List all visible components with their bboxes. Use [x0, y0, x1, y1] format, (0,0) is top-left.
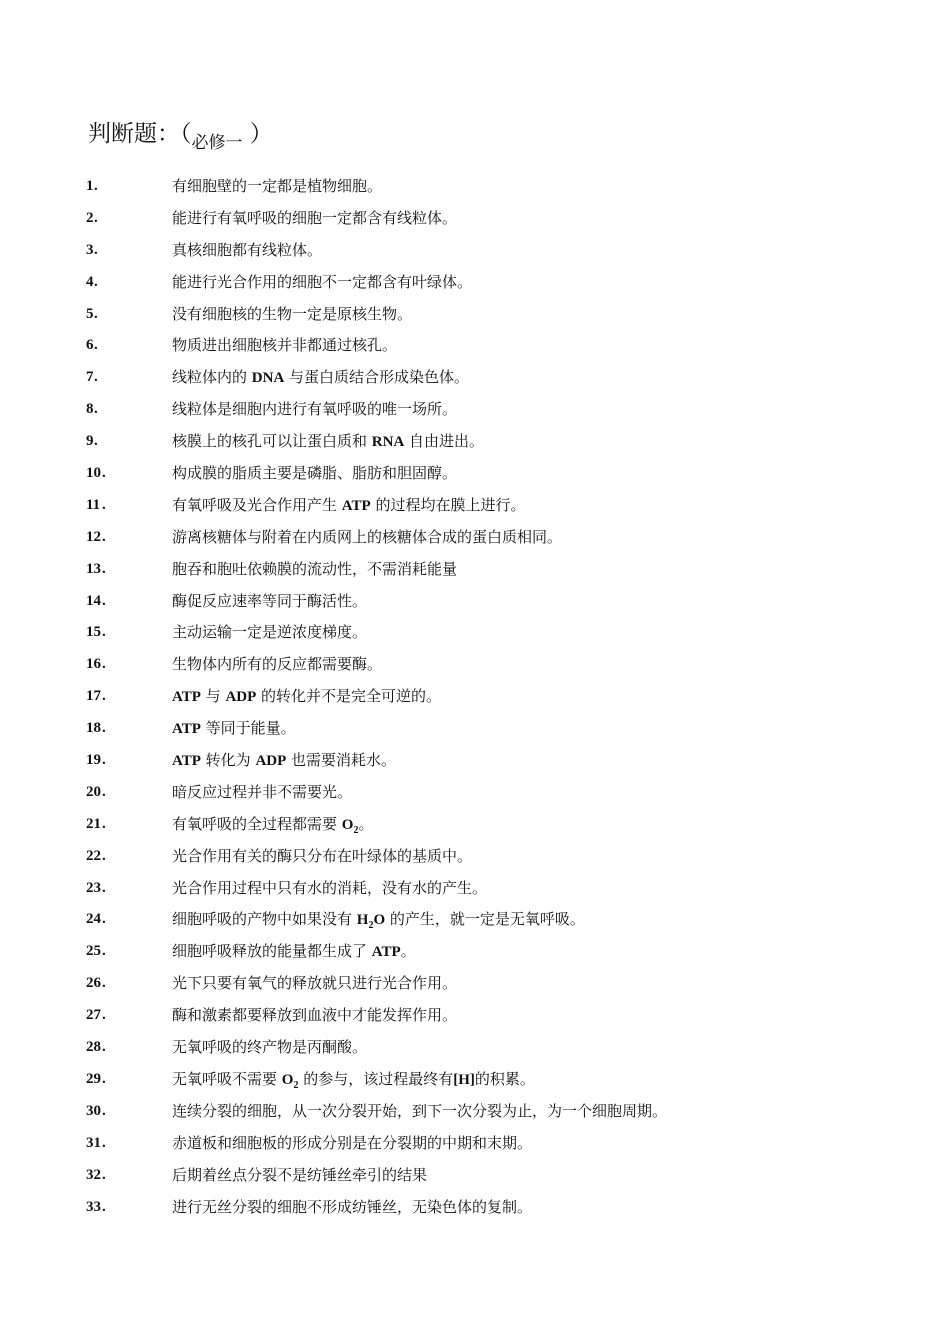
bold-term: ATP	[172, 721, 201, 738]
question-item	[0, 809, 950, 841]
question-item	[0, 681, 950, 713]
text-segment: 与蛋白质结合形成染色体。	[284, 368, 470, 387]
question-number: 14	[86, 592, 101, 609]
question-item	[0, 394, 950, 426]
question-item	[0, 841, 950, 873]
question-number-dot: .	[102, 783, 106, 800]
question-number-dot: .	[102, 1166, 106, 1183]
question-item	[0, 936, 950, 968]
question-number-dot: .	[94, 305, 98, 322]
question-number: 2	[86, 209, 94, 226]
question-number-dot: .	[102, 496, 106, 513]
question-number: 18	[86, 720, 101, 737]
question-number: 28	[86, 1039, 101, 1056]
question-text	[172, 1196, 532, 1218]
question-text	[172, 749, 396, 772]
section-heading	[88, 118, 273, 152]
question-text	[172, 717, 296, 740]
question-item	[0, 522, 950, 554]
question-text	[172, 271, 472, 293]
question-text	[172, 175, 382, 197]
question-text	[172, 494, 525, 517]
question-item	[0, 1192, 950, 1224]
text-segment: 酶促反应速率等同于酶活性。	[172, 591, 368, 610]
text-segment: 构成膜的脂质主要是磷脂、脂肪和胆固醇。	[172, 464, 458, 483]
question-text	[172, 558, 457, 580]
question-item	[0, 235, 950, 267]
question-text	[172, 845, 472, 867]
question-item	[0, 490, 950, 522]
question-number: 22	[86, 847, 101, 864]
question-number-dot: .	[102, 752, 106, 769]
question-number: 5	[86, 305, 94, 322]
text-segment: 等同于能量。	[200, 719, 296, 738]
question-text	[172, 1164, 427, 1186]
heading-main: 判断题：（	[88, 121, 192, 147]
question-item	[0, 1160, 950, 1192]
question-number-dot: .	[102, 943, 106, 960]
text-segment: 无氧呼吸的终产物是丙酮酸。	[172, 1038, 368, 1057]
question-number-dot: .	[94, 178, 98, 194]
text-segment: 。	[358, 814, 374, 833]
question-number-dot: .	[102, 1198, 106, 1215]
bold-term: O	[281, 1071, 294, 1088]
question-number-dot: .	[102, 911, 106, 928]
question-number-dot: .	[102, 975, 106, 992]
question-number: 33	[86, 1198, 101, 1215]
question-text	[172, 972, 457, 994]
bold-term: DNA	[251, 370, 285, 387]
question-number-dot: .	[102, 688, 106, 705]
question-number: 1	[86, 178, 94, 194]
question-item	[0, 586, 950, 618]
text-segment: 没有细胞核的生物一定是原核生物。	[172, 304, 413, 323]
text-segment: 光下只要有氧气的释放就只进行光合作用。	[172, 974, 458, 993]
text-segment: 赤道板和细胞板的形成分别是在分裂期的中期和末期。	[172, 1133, 533, 1152]
question-text	[172, 334, 397, 356]
text-segment: 的积累。	[474, 1069, 535, 1088]
text-segment: 细胞呼吸释放的能量都生成了	[172, 942, 372, 961]
question-number: 4	[86, 273, 94, 290]
question-item	[0, 362, 950, 394]
text-segment: 的过程均在膜上进行。	[370, 495, 526, 514]
text-segment: 有氧呼吸及光合作用产生	[172, 495, 342, 514]
question-number: 9	[86, 433, 94, 450]
question-number: 25	[86, 943, 101, 960]
question-item	[0, 330, 950, 362]
question-item	[0, 1128, 950, 1160]
question-number: 15	[86, 624, 101, 641]
text-segment: 也需要消耗水。	[286, 751, 397, 770]
question-item	[0, 1000, 950, 1032]
bold-term: RNA	[371, 434, 405, 451]
question-number-dot: .	[94, 369, 98, 386]
question-number-dot: .	[102, 1134, 106, 1151]
question-text	[172, 940, 416, 963]
text-segment: 进行无丝分裂的细胞不形成纺锤丝，无染色体的复制。	[172, 1197, 533, 1216]
bold-term: ADP	[225, 689, 257, 706]
question-number-dot: .	[94, 401, 98, 418]
text-segment: 有氧呼吸的全过程都需要	[172, 814, 342, 833]
text-segment: 线粒体是细胞内进行有氧呼吸的唯一场所。	[172, 400, 458, 419]
text-segment: 线粒体内的	[172, 368, 252, 387]
question-text	[172, 239, 322, 261]
question-text	[172, 1132, 532, 1154]
question-item	[0, 299, 950, 331]
text-segment: 生物体内所有的反应都需要酶。	[172, 655, 383, 674]
text-segment: 胞吞和胞吐依赖膜的流动性，不需消耗能量	[172, 559, 458, 578]
question-number: 6	[86, 337, 94, 354]
question-number: 12	[86, 528, 101, 545]
text-segment: 光合作用过程中只有水的消耗，没有水的产生。	[172, 878, 488, 897]
question-number-dot: .	[102, 847, 106, 864]
question-number: 7	[86, 369, 94, 386]
question-number-dot: .	[102, 1102, 106, 1119]
question-list	[0, 171, 950, 1223]
text-segment: 酶和激素都要释放到血液中才能发挥作用。	[172, 1006, 458, 1025]
text-segment: 核膜上的核孔可以让蛋白质和	[172, 432, 372, 451]
heading-subtitle: 必修一	[191, 133, 243, 153]
text-segment: 的产生，就一定是无氧呼吸。	[385, 910, 585, 929]
question-number-dot: .	[102, 1007, 106, 1024]
question-number-dot: .	[94, 209, 98, 226]
text-segment: 与	[200, 687, 226, 706]
question-item	[0, 904, 950, 936]
question-item	[0, 745, 950, 777]
text-segment: 暗反应过程并非不需要光。	[172, 782, 353, 801]
question-text	[172, 621, 367, 643]
question-text	[172, 430, 484, 453]
question-number-dot: .	[102, 624, 106, 641]
bold-term: ATP	[341, 497, 371, 514]
question-text	[172, 1068, 535, 1097]
question-number: 20	[86, 783, 101, 800]
text-segment: 连续分裂的细胞，从一次分裂开始，到下一次分裂为止，为一个细胞周期。	[172, 1101, 668, 1120]
question-number-dot: .	[94, 241, 98, 258]
text-segment: 自由进出。	[404, 432, 485, 451]
text-segment: 转化为	[200, 751, 256, 770]
text-segment: 的参与，该过程最终有	[298, 1069, 454, 1088]
question-number: 29	[86, 1070, 101, 1087]
text-segment: 游离核糖体与附着在内质网上的核糖体合成的蛋白质相同。	[172, 527, 563, 546]
question-item	[0, 968, 950, 1000]
question-item	[0, 554, 950, 586]
question-number-dot: .	[102, 560, 106, 577]
question-number-dot: .	[102, 879, 106, 896]
question-item	[0, 1064, 950, 1096]
question-number: 16	[86, 656, 101, 673]
text-segment: 主动运输一定是逆浓度梯度。	[172, 623, 368, 642]
question-number: 17	[86, 688, 101, 705]
question-text	[172, 1036, 367, 1058]
question-number: 21	[86, 815, 101, 832]
question-text	[172, 398, 457, 420]
question-number-dot: .	[94, 337, 98, 354]
text-segment: 能进行光合作用的细胞不一定都含有叶绿体。	[172, 272, 473, 291]
question-item	[0, 458, 950, 490]
question-item	[0, 203, 950, 235]
question-text	[172, 813, 373, 842]
question-number: 30	[86, 1102, 101, 1119]
question-text	[172, 462, 457, 484]
text-segment: 能进行有氧呼吸的细胞一定都含有线粒体。	[172, 208, 458, 227]
bold-term: H	[356, 912, 369, 929]
question-text	[172, 303, 412, 325]
bold-term: O	[373, 912, 386, 929]
question-text	[172, 781, 352, 803]
text-segment: 无氧呼吸不需要	[172, 1069, 282, 1088]
question-item	[0, 267, 950, 299]
question-number-dot: .	[94, 433, 98, 450]
heading-close: ）	[242, 121, 273, 147]
question-text	[172, 590, 367, 612]
question-number: 11	[86, 496, 101, 513]
question-item	[0, 777, 950, 809]
bold-term: [H]	[453, 1071, 475, 1088]
bold-term: ATP	[371, 944, 401, 961]
question-number-dot: .	[94, 273, 98, 290]
question-number: 23	[86, 879, 101, 896]
text-segment: 物质进出细胞核并非都通过核孔。	[172, 336, 398, 355]
question-number: 26	[86, 975, 101, 992]
question-text	[172, 366, 469, 389]
question-item	[0, 617, 950, 649]
bold-term: ATP	[172, 753, 201, 770]
question-text	[172, 877, 487, 899]
text-segment: 细胞呼吸的产物中如果没有	[172, 910, 357, 929]
question-number: 8	[86, 401, 94, 418]
question-item	[0, 171, 950, 203]
question-text	[172, 526, 562, 548]
question-number: 27	[86, 1007, 101, 1024]
question-item	[0, 426, 950, 458]
question-text	[172, 1004, 457, 1026]
question-item	[0, 1096, 950, 1128]
question-item	[0, 649, 950, 681]
question-text	[172, 653, 382, 675]
question-number-dot: .	[102, 720, 106, 737]
text-segment: 光合作用有关的酶只分布在叶绿体的基质中。	[172, 846, 473, 865]
subscript: 2	[293, 1079, 299, 1091]
question-number-dot: .	[102, 465, 106, 482]
question-text	[172, 207, 457, 229]
question-number-dot: .	[102, 1039, 106, 1056]
question-number-dot: .	[102, 592, 106, 609]
question-number: 3	[86, 241, 94, 258]
bold-term: O	[341, 816, 354, 833]
bold-term: ATP	[172, 689, 201, 706]
question-number: 19	[86, 752, 101, 769]
question-number-dot: .	[102, 815, 106, 832]
text-segment: 有细胞壁的一定都是植物细胞。	[172, 177, 383, 195]
text-segment: 后期着丝点分裂不是纺锤丝牵引的结果	[172, 1165, 428, 1184]
question-number: 31	[86, 1134, 101, 1151]
text-segment: 。	[400, 942, 416, 961]
question-number-dot: .	[102, 656, 106, 673]
question-text	[172, 1100, 667, 1122]
subscript: 2	[353, 824, 359, 836]
question-item	[0, 713, 950, 745]
question-item	[0, 1032, 950, 1064]
text-segment: 的转化并不是完全可逆的。	[256, 687, 442, 706]
question-number: 32	[86, 1166, 101, 1183]
question-number-dot: .	[102, 1070, 106, 1087]
subscript: 2	[368, 920, 374, 932]
question-number: 10	[86, 465, 101, 482]
question-item	[0, 873, 950, 905]
question-number: 13	[86, 560, 101, 577]
question-number-dot: .	[102, 528, 106, 545]
text-segment: 真核细胞都有线粒体。	[172, 240, 323, 259]
question-text	[172, 908, 585, 937]
question-number: 24	[86, 911, 101, 928]
question-text	[172, 685, 441, 708]
bold-term: ADP	[255, 753, 287, 770]
